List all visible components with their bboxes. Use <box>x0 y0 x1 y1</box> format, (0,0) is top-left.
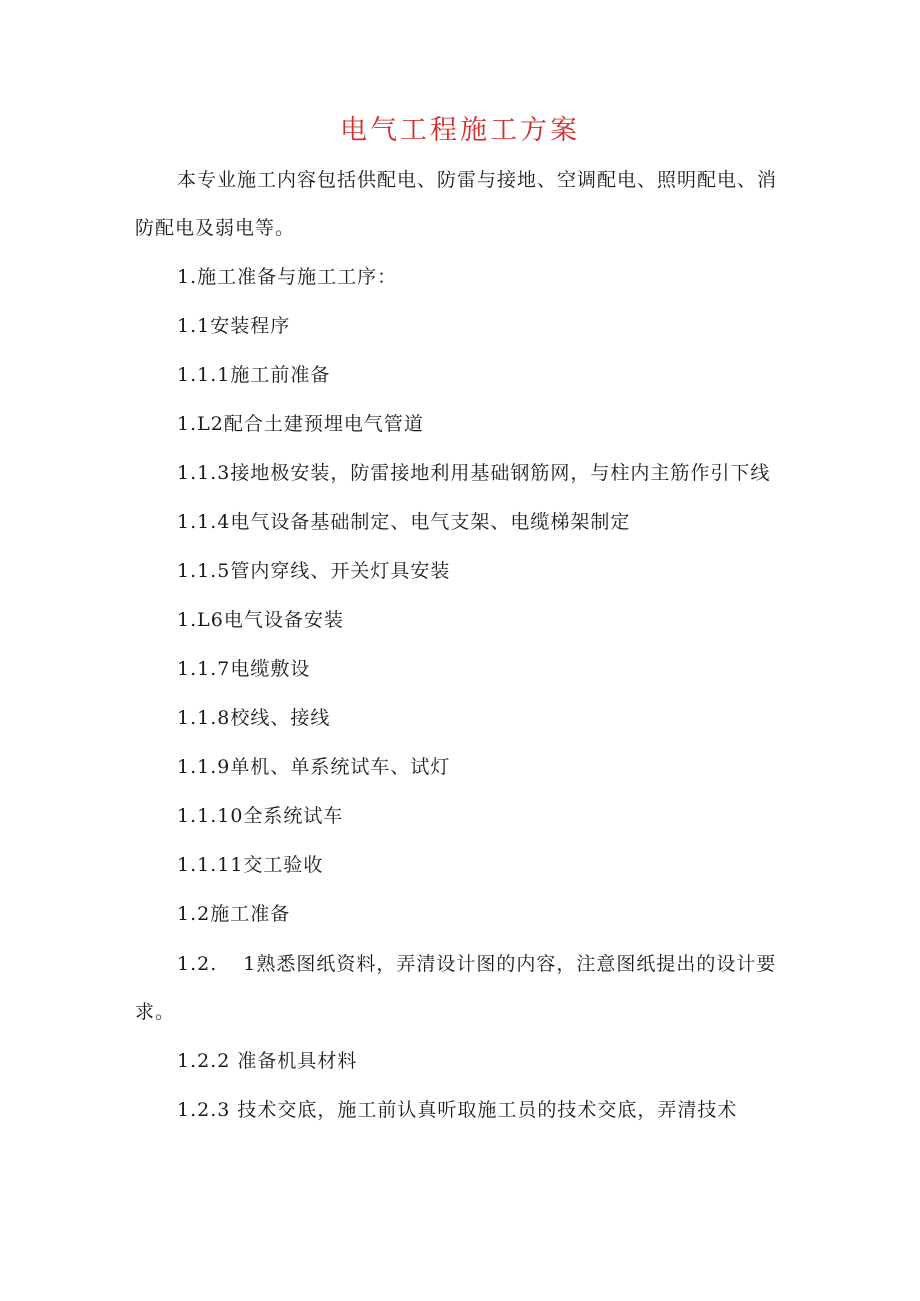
list-item-1-2-2: 1.2.2 准备机具材料 <box>177 1050 358 1072</box>
intro-paragraph-line-1: 本专业施工内容包括供配电、防雷与接地、空调配电、照明配电、消 <box>177 169 778 191</box>
list-item-1-2-1-continuation: 求。 <box>135 1001 176 1023</box>
document-title: 电气工程施工方案 <box>340 115 580 146</box>
list-item: 1.1.4电气设备基础制定、电气支架、电缆梯架制定 <box>177 511 631 533</box>
list-item: 1.1.5管内穿线、开关灯具安装 <box>177 560 451 582</box>
list-item: 1.施工准备与施工工序： <box>177 266 398 288</box>
list-item-1-2-1-prefix: 1.2. <box>177 953 218 975</box>
list-item: 1.L6电气设备安装 <box>177 609 344 631</box>
list-item: 1.1.9单机、单系统试车、试灯 <box>177 756 451 778</box>
list-item: 1.1.3接地极安装，防雷接地利用基础钢筋网，与柱内主筋作引下线 <box>177 462 771 484</box>
list-item: 1.1.11交工验收 <box>177 854 324 876</box>
list-item: 1.1.1施工前准备 <box>177 364 331 386</box>
list-item: 1.L2配合土建预埋电气管道 <box>177 413 424 435</box>
list-item: 1.1.7电缆敷设 <box>177 658 311 680</box>
list-item: 1.2施工准备 <box>177 903 291 925</box>
list-item: 1.1安装程序 <box>177 315 291 337</box>
intro-paragraph-line-2: 防配电及弱电等。 <box>135 217 296 239</box>
list-item: 1.1.10全系统试车 <box>177 805 344 827</box>
list-item-1-2-1 <box>177 950 776 978</box>
list-item-1-2-1-text: 1熟悉图纸资料，弄清设计图的内容，注意图纸提出的设计要 <box>243 953 777 975</box>
list-item-1-2-3: 1.2.3 技术交底，施工前认真听取施工员的技术交底，弄清技术 <box>177 1099 738 1121</box>
list-item: 1.1.8校线、接线 <box>177 707 331 729</box>
